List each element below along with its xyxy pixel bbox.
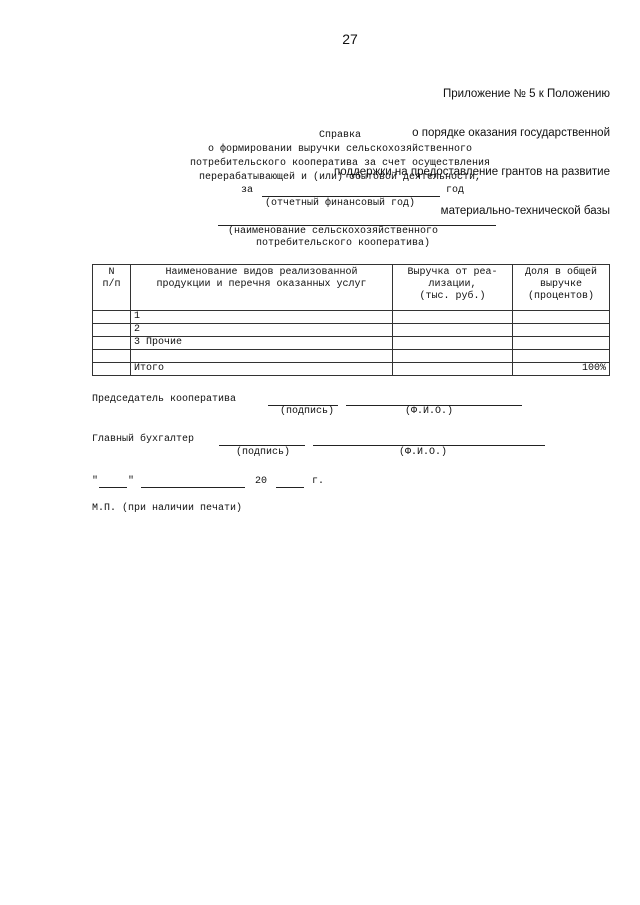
revenue-table — [92, 264, 610, 376]
column-header-number: N п/п — [93, 265, 131, 311]
cooperative-caption: (наименование сельскохозяйственного — [228, 226, 439, 237]
table-cell[interactable]: 1 — [131, 311, 393, 324]
table-cell[interactable]: 3 Прочие — [131, 337, 393, 350]
appendix-line: материально-технической базы — [440, 205, 610, 217]
stamp-note: М.П. (при наличии печати) — [92, 503, 243, 514]
column-header-share: Доля в общей выручке (процентов) — [513, 265, 610, 311]
accountant-name-line[interactable] — [313, 445, 545, 446]
date-year-line[interactable] — [276, 487, 304, 488]
appendix-line: о порядке оказания государственной — [412, 127, 610, 139]
title-line: перерабатывающей и (или) сбытовой деятельности, — [198, 172, 482, 183]
date-year-abbr: г. — [312, 476, 325, 487]
table-cell[interactable] — [393, 324, 513, 337]
table-cell[interactable] — [393, 350, 513, 363]
accountant-label: Главный бухгалтер — [92, 434, 195, 445]
table-cell[interactable] — [93, 311, 131, 324]
table-row — [93, 311, 610, 324]
table-cell[interactable] — [393, 337, 513, 350]
table-cell[interactable] — [93, 337, 131, 350]
table-cell[interactable] — [513, 324, 610, 337]
table-cell[interactable] — [513, 311, 610, 324]
name-caption: (Ф.И.О.) — [399, 447, 448, 458]
cooperative-caption: потребительского кооператива) — [256, 238, 431, 249]
date-month-line[interactable] — [141, 487, 245, 488]
table-row — [93, 350, 610, 363]
year-prefix: за — [241, 185, 254, 196]
date-quote-open: " — [92, 476, 99, 487]
table-header-row — [93, 265, 610, 311]
column-header-product: Наименование видов реализованной продукции и перечня оказанных услуг — [131, 265, 393, 311]
date-day-line[interactable] — [99, 487, 127, 488]
table-cell[interactable] — [513, 350, 610, 363]
column-header-revenue: Выручка от реа- лизации, (тыс. руб.) — [393, 265, 513, 311]
appendix-line: поддержки на предоставление грантов на развитие — [333, 166, 610, 178]
table-cell[interactable] — [93, 350, 131, 363]
table-cell: 100% — [513, 363, 610, 376]
title-line: потребительского кооператива за счет осуществления — [189, 158, 491, 169]
year-suffix: год — [446, 185, 465, 196]
table-cell[interactable] — [131, 350, 393, 363]
table-row — [93, 324, 610, 337]
signature-caption: (подпись) — [236, 447, 291, 458]
year-fill-line[interactable] — [262, 196, 440, 197]
table-total-row — [93, 363, 610, 376]
table-cell[interactable]: 2 — [131, 324, 393, 337]
name-caption: (Ф.И.О.) — [405, 406, 454, 417]
date-quote-close: " — [128, 476, 135, 487]
table-cell: Итого — [131, 363, 393, 376]
document-heading: Справка — [318, 130, 361, 141]
appendix-line: Приложение № 5 к Положению — [443, 88, 610, 100]
table-cell[interactable] — [393, 363, 513, 376]
table-row — [93, 337, 610, 350]
accountant-signature-line[interactable] — [219, 445, 305, 446]
table-cell[interactable] — [93, 324, 131, 337]
year-caption: (отчетный финансовый год) — [264, 198, 416, 209]
table-cell[interactable] — [513, 337, 610, 350]
page-number: 27 — [342, 31, 358, 47]
title-line: о формировании выручки сельскохозяйственного — [207, 144, 473, 155]
table-cell[interactable] — [93, 363, 131, 376]
chairman-label: Председатель кооператива — [92, 394, 237, 405]
table-cell[interactable] — [393, 311, 513, 324]
date-century: 20 — [255, 476, 268, 487]
signature-caption: (подпись) — [280, 406, 335, 417]
